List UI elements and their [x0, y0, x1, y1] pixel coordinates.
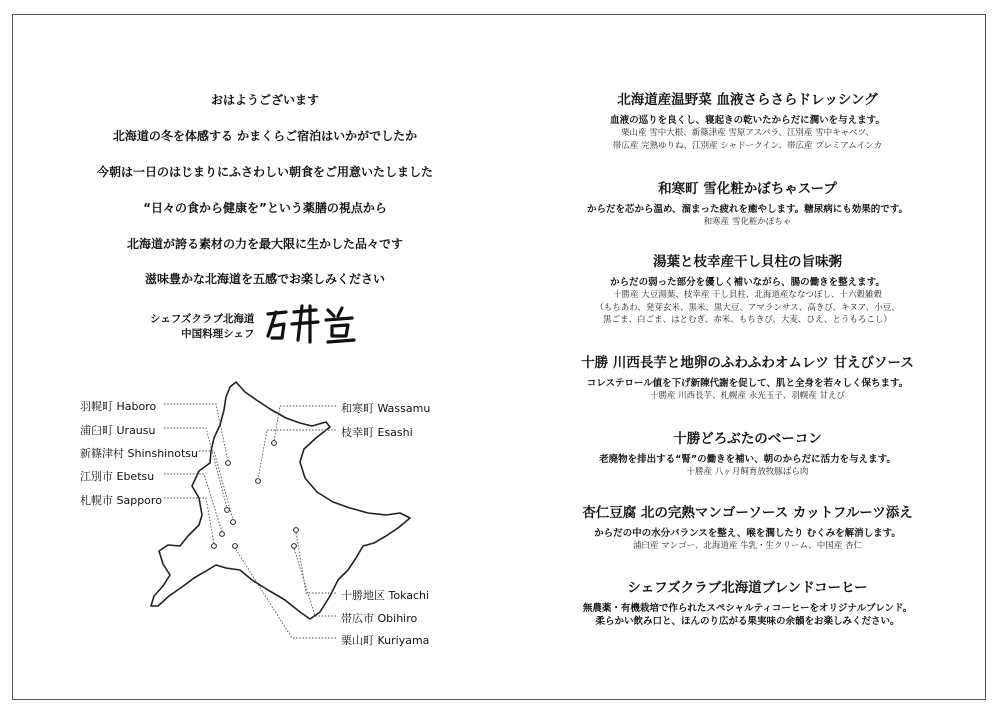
dish-description: からだの弱った部分を優しく補いながら、腸の働きを整えます。	[610, 277, 885, 288]
dish-title: 北海道産温野菜 血液さらさらドレッシング	[617, 92, 878, 108]
dish-ingredients: 和寒産 雪化粧かぼちゃ	[703, 217, 792, 227]
menu-item	[575, 576, 920, 628]
dish-ingredients: 黒ごま、白ごま、はとむぎ、赤米、もちきび、大麦、ひえ、とうもろこし）	[603, 315, 892, 325]
menu-item	[575, 88, 920, 152]
dish-title: シェフズクラブ北海道ブレンドコーヒー	[627, 580, 868, 596]
place-label: 浦臼町 Urausu	[80, 424, 156, 437]
dot-wassamu	[272, 441, 277, 446]
menu-item	[575, 501, 920, 553]
dot-ebetsu	[220, 532, 225, 537]
dot-tokachi	[294, 528, 299, 533]
menu-item	[575, 250, 920, 327]
place-label: 十勝地区 Tokachi	[341, 589, 430, 602]
place-label: 和寒町 Wassamu	[341, 402, 431, 415]
dish-ingredients: 十勝産 八ヶ月飼育放牧豚ばら肉	[686, 467, 809, 477]
dot-haboro	[226, 461, 231, 466]
dot-obihiro	[292, 544, 297, 549]
dish-description: 無農薬・有機栽培で作られたスペシャルティコーヒーをオリジナルブレンド。	[582, 603, 913, 614]
dish-ingredients: 十勝産 川西長芋、札幌産 永光玉子、羽幌産 甘えび	[649, 391, 846, 401]
greeting-line: “日々の食から健康を”という薬膳の視点から	[143, 201, 387, 215]
dish-title: 十勝 川西長芋と地卵のふわふわオムレツ 甘えびソース	[581, 355, 914, 371]
dish-ingredients: 栗山産 雪中大根、新篠津産 雪原アスパラ、江別産 雪中キャベツ、	[621, 128, 874, 138]
dish-title: 和寒町 雪化粧かぼちゃスープ	[658, 181, 837, 197]
dish-ingredients: 帯広産 完熟ゆりね、江別産 シャドークイン、帯広産 プレミアムインカ	[612, 140, 883, 151]
greeting-line: 今朝は一日のはじまりにふさわしい朝食をご用意いたしました	[96, 165, 433, 179]
place-label: 帯広市 Obihiro	[341, 612, 418, 625]
dish-title: 杏仁豆腐 北の完熟マンゴーソース カットフルーツ添え	[582, 505, 913, 521]
menu-item	[575, 351, 920, 403]
dot-shinshinotsu	[231, 520, 236, 525]
dot-esashi	[256, 479, 261, 484]
place-label: 栗山町 Kuriyama	[341, 634, 430, 647]
dish-description: 血液の巡りを良くし、寝起きの乾いたからだに潤いを与えます。	[610, 115, 885, 126]
chef-org: シェフズクラブ北海道	[150, 313, 255, 325]
dish-ingredients: 十勝産 大豆湯葉、枝幸産 干し貝柱、北海道産ななつぼし、十六穀雑穀	[613, 290, 882, 300]
dish-description: 柔らかい飲み口と、ほんのり広がる果実味の余韻をお楽しみください。	[595, 616, 900, 627]
dish-description: 老廃物を排出する“腎”の働きを補い、朝のからだに活力を与えます。	[599, 454, 896, 465]
dot-kuriyama	[233, 544, 238, 549]
dish-title: 十勝どろぶたのベーコン	[673, 431, 822, 447]
place-label: 枝幸町 Esashi	[341, 426, 413, 439]
greeting-line: 滋味豊かな北海道を五感でお楽しみください	[144, 272, 385, 286]
dot-sapporo	[212, 544, 217, 549]
hokkaido-outline	[151, 382, 410, 619]
place-label: 江別市 Ebetsu	[80, 470, 155, 483]
greeting-line: 北海道の冬を体感する かまくらご宿泊はいかがでしたか	[112, 129, 418, 143]
dish-description: からだの中の水分バランスを整え、喉を潤したり むくみを解消します。	[594, 528, 901, 539]
dish-description: コレステロール値を下げ新陳代謝を促して、肌と全身を若々しく保ちます。	[586, 378, 909, 389]
greeting-line: 北海道が誇る素材の力を最大限に生かした品々です	[126, 237, 403, 251]
dish-description: からだを芯から温め、溜まった疲れを癒やします。糖尿病にも効果的です。	[586, 204, 909, 215]
dish-title: 湯葉と枝幸産干し貝柱の旨味粥	[653, 254, 842, 270]
menu-item	[575, 427, 920, 479]
chef-role: 中国料理シェフ	[181, 328, 255, 340]
menu-item	[575, 177, 920, 229]
place-label: 羽幌町 Haboro	[80, 400, 157, 413]
dish-ingredients: （もちあわ、発芽玄米、黒米、黒大豆、アマランサス、高きび、キヌア、小豆、	[595, 302, 900, 313]
place-label: 札幌市 Sapporo	[80, 494, 162, 507]
dot-urausu	[225, 508, 230, 513]
place-label: 新篠津村 Shinshinotsu	[80, 447, 198, 460]
greeting-line: おはようございます	[210, 93, 319, 107]
dish-ingredients: 浦臼産 マンゴー、北海道産 牛乳・生クリーム、中国産 杏仁	[632, 541, 863, 551]
